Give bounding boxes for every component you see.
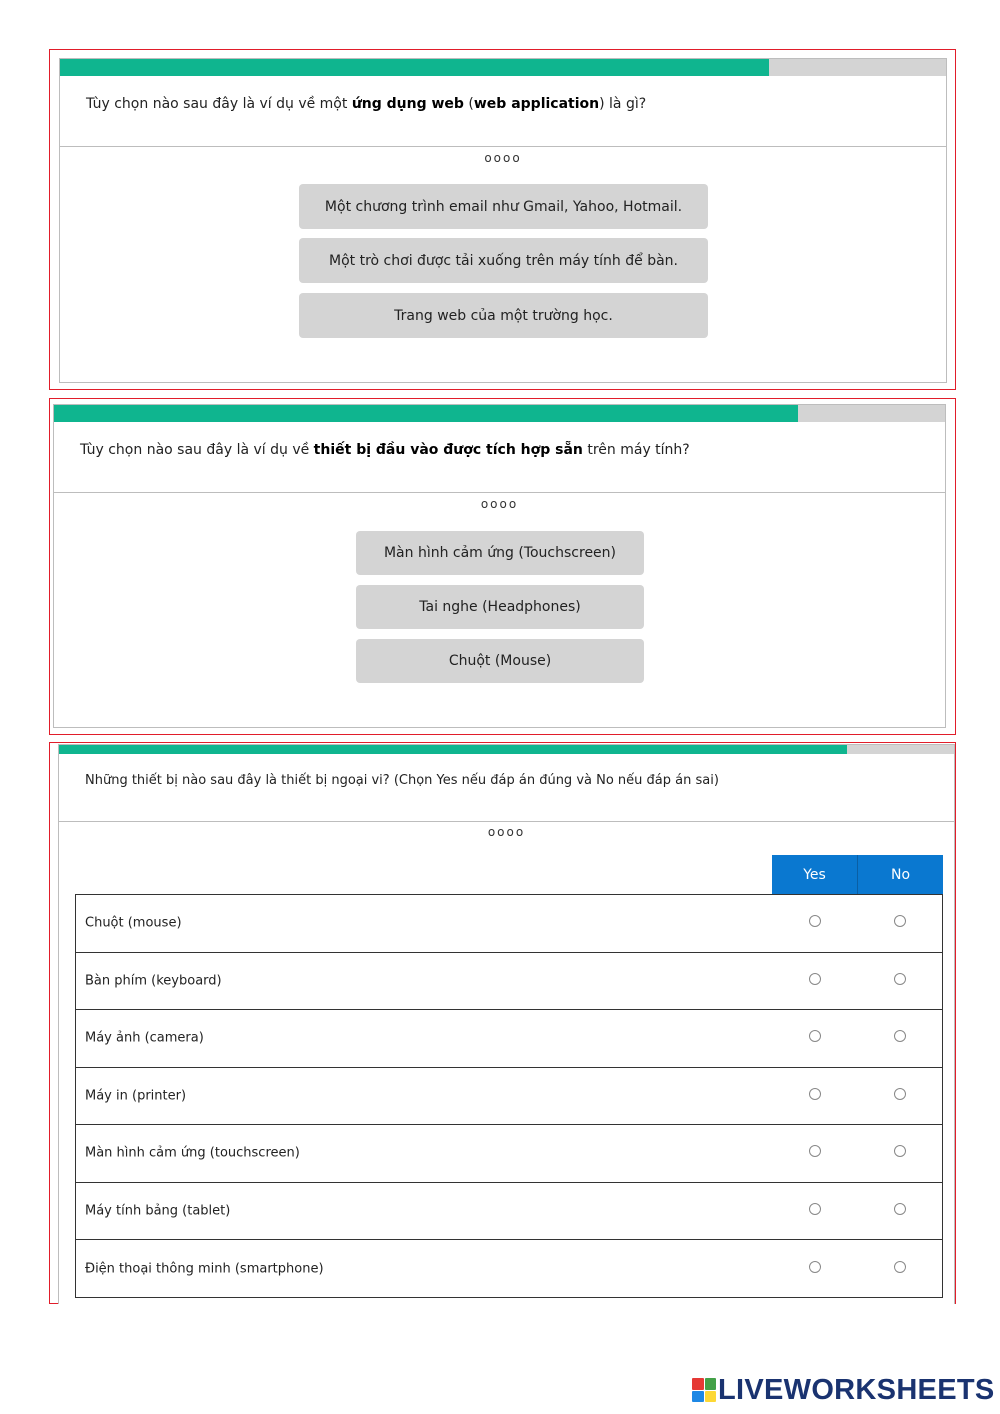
row-label: Màn hình cảm ứng (touchscreen) xyxy=(85,1145,300,1161)
liveworksheets-logo-icon xyxy=(692,1378,716,1402)
question-3-pagination-dots: oooo xyxy=(487,825,526,839)
peripheral-table xyxy=(75,894,943,1298)
liveworksheets-logo-text: LIVEWORKSHEETS xyxy=(718,1373,995,1406)
question-2-text: Tùy chọn nào sau đây là ví dụ về thiết bị đầu vào được tích hợp sẵn trên máy tính? xyxy=(80,442,690,458)
table-row xyxy=(76,1183,942,1241)
question-2-progress-bar xyxy=(54,405,945,422)
row-label: Điện thoại thông minh (smartphone) xyxy=(85,1261,324,1277)
question-1-card xyxy=(59,58,947,383)
question-1-option-3[interactable]: Trang web của một trường học. xyxy=(299,293,708,338)
yes-radio[interactable] xyxy=(809,1145,821,1157)
question-3-progress-fill xyxy=(59,745,847,754)
question-1-text: Tùy chọn nào sau đây là ví dụ về một ứng dụng web (web application) là gì? xyxy=(86,96,647,112)
row-label: Máy ảnh (camera) xyxy=(85,1030,204,1046)
question-2-option-1[interactable]: Màn hình cảm ứng (Touchscreen) xyxy=(356,531,644,575)
yes-radio[interactable] xyxy=(809,1261,821,1273)
yes-radio[interactable] xyxy=(809,915,821,927)
liveworksheets-logo xyxy=(692,1374,995,1406)
yes-radio[interactable] xyxy=(809,1030,821,1042)
question-2-divider xyxy=(54,492,945,493)
no-radio[interactable] xyxy=(894,1145,906,1157)
no-radio[interactable] xyxy=(894,1261,906,1273)
row-label: Chuột (mouse) xyxy=(85,915,182,931)
table-row xyxy=(76,1068,942,1126)
question-3-progress-bar xyxy=(59,745,954,754)
question-1-option-1[interactable]: Một chương trình email như Gmail, Yahoo, Hotmail. xyxy=(299,184,708,229)
question-2-pagination-dots: oooo xyxy=(480,497,519,511)
yes-radio[interactable] xyxy=(809,973,821,985)
no-radio[interactable] xyxy=(894,973,906,985)
table-row xyxy=(76,1125,942,1183)
no-radio[interactable] xyxy=(894,1030,906,1042)
question-1-progress-fill xyxy=(60,59,769,76)
question-1-option-2[interactable]: Một trò chơi được tải xuống trên máy tính để bàn. xyxy=(299,238,708,283)
question-1-progress-bar xyxy=(60,59,946,76)
table-row xyxy=(76,953,942,1011)
question-1-pagination-dots: oooo xyxy=(484,151,522,165)
no-radio[interactable] xyxy=(894,1088,906,1100)
yes-column-header: Yes xyxy=(772,855,857,895)
row-label: Máy in (printer) xyxy=(85,1088,187,1104)
yes-radio[interactable] xyxy=(809,1203,821,1215)
question-1-divider xyxy=(60,146,946,147)
question-3-text: Những thiết bị nào sau đây là thiết bị ngoại vi? (Chọn Yes nếu đáp án đúng và No nếu đáp án sai) xyxy=(85,773,719,788)
question-2-option-3[interactable]: Chuột (Mouse) xyxy=(356,639,644,683)
row-label: Máy tính bảng (tablet) xyxy=(85,1203,231,1219)
no-column-header: No xyxy=(857,855,943,895)
no-radio[interactable] xyxy=(894,1203,906,1215)
table-row xyxy=(76,1240,942,1298)
row-label: Bàn phím (keyboard) xyxy=(85,973,222,989)
question-2-progress-fill xyxy=(54,405,798,422)
table-row xyxy=(76,1010,942,1068)
table-row xyxy=(76,895,942,953)
no-radio[interactable] xyxy=(894,915,906,927)
question-2-option-2[interactable]: Tai nghe (Headphones) xyxy=(356,585,644,629)
question-3-divider xyxy=(59,821,954,822)
question-2-card xyxy=(53,404,946,728)
yes-radio[interactable] xyxy=(809,1088,821,1100)
